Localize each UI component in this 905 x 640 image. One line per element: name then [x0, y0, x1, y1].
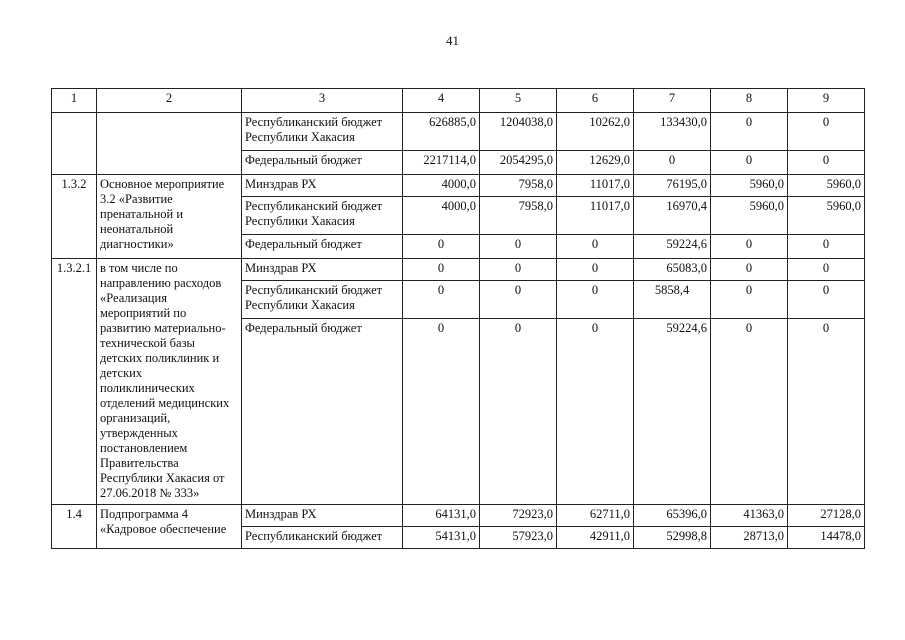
value-cell: 2217114,0	[403, 151, 480, 175]
value-cell: 5858,4	[634, 281, 711, 319]
funding-source: Федеральный бюджет	[242, 319, 403, 505]
table-row	[52, 259, 865, 281]
item-name: в том числе по направлению расходов «Реализация мероприятий по развитию материально-технической базы детских поликлиник и детских поликлинических отделений медицинских организаций, утвержденных постановлением Правительства Республики Хакасия от 27.06.2018 № 333»	[97, 259, 242, 505]
value-cell: 65083,0	[634, 259, 711, 281]
item-code: 1.3.2	[52, 175, 97, 259]
value-cell: 10262,0	[557, 113, 634, 151]
header-row	[52, 89, 865, 113]
value-cell: 12629,0	[557, 151, 634, 175]
value-cell: 42911,0	[557, 527, 634, 549]
item-code	[52, 113, 97, 175]
column-header: 1	[52, 89, 97, 113]
value-cell: 14478,0	[788, 527, 865, 549]
value-cell: 52998,8	[634, 527, 711, 549]
value-cell: 0	[788, 151, 865, 175]
value-cell: 1204038,0	[480, 113, 557, 151]
value-cell: 133430,0	[634, 113, 711, 151]
value-cell: 0	[403, 281, 480, 319]
value-cell: 64131,0	[403, 505, 480, 527]
value-cell: 5960,0	[711, 175, 788, 197]
value-cell: 62711,0	[557, 505, 634, 527]
value-cell: 0	[480, 281, 557, 319]
value-cell: 0	[711, 319, 788, 505]
value-cell: 0	[557, 259, 634, 281]
funding-source: Федеральный бюджет	[242, 151, 403, 175]
value-cell: 65396,0	[634, 505, 711, 527]
item-name: Подпрограмма 4 «Кадровое обеспечение	[97, 505, 242, 549]
column-header: 7	[634, 89, 711, 113]
funding-source: Республиканский бюджет Республики Хакасия	[242, 197, 403, 235]
item-name	[97, 113, 242, 175]
value-cell: 0	[480, 319, 557, 505]
item-code: 1.3.2.1	[52, 259, 97, 505]
column-header: 9	[788, 89, 865, 113]
value-cell: 0	[788, 113, 865, 151]
value-cell: 0	[788, 235, 865, 259]
value-cell: 0	[634, 151, 711, 175]
funding-source: Федеральный бюджет	[242, 235, 403, 259]
value-cell: 0	[557, 281, 634, 319]
value-cell: 0	[788, 319, 865, 505]
column-header: 6	[557, 89, 634, 113]
value-cell: 7958,0	[480, 197, 557, 235]
page-number: 41	[446, 33, 459, 48]
value-cell: 4000,0	[403, 197, 480, 235]
value-cell: 0	[711, 281, 788, 319]
funding-source: Республиканский бюджет Республики Хакасия	[242, 281, 403, 319]
value-cell: 0	[788, 281, 865, 319]
value-cell: 0	[557, 319, 634, 505]
value-cell: 2054295,0	[480, 151, 557, 175]
table-row	[52, 113, 865, 151]
value-cell: 11017,0	[557, 175, 634, 197]
funding-source: Республиканский бюджет	[242, 527, 403, 549]
value-cell: 28713,0	[711, 527, 788, 549]
column-header: 5	[480, 89, 557, 113]
table-row	[52, 175, 865, 197]
value-cell: 0	[557, 235, 634, 259]
value-cell: 5960,0	[788, 197, 865, 235]
value-cell: 0	[480, 259, 557, 281]
value-cell: 0	[711, 235, 788, 259]
value-cell: 0	[480, 235, 557, 259]
funding-source: Минздрав РХ	[242, 175, 403, 197]
value-cell: 7958,0	[480, 175, 557, 197]
value-cell: 0	[711, 151, 788, 175]
value-cell: 0	[403, 319, 480, 505]
column-header: 3	[242, 89, 403, 113]
column-header: 2	[97, 89, 242, 113]
item-code: 1.4	[52, 505, 97, 549]
table-row	[52, 505, 865, 527]
value-cell: 0	[403, 259, 480, 281]
budget-table	[51, 88, 865, 549]
value-cell: 57923,0	[480, 527, 557, 549]
value-cell: 41363,0	[711, 505, 788, 527]
value-cell: 4000,0	[403, 175, 480, 197]
value-cell: 11017,0	[557, 197, 634, 235]
value-cell: 16970,4	[634, 197, 711, 235]
item-name: Основное мероприятие 3.2 «Развитие пренатальной и неонатальной диагностики»	[97, 175, 242, 259]
value-cell: 0	[788, 259, 865, 281]
value-cell: 76195,0	[634, 175, 711, 197]
value-cell: 0	[403, 235, 480, 259]
value-cell: 59224,6	[634, 319, 711, 505]
value-cell: 27128,0	[788, 505, 865, 527]
value-cell: 5960,0	[711, 197, 788, 235]
value-cell: 626885,0	[403, 113, 480, 151]
column-header: 8	[711, 89, 788, 113]
funding-source: Республиканский бюджет Республики Хакасия	[242, 113, 403, 151]
column-header: 4	[403, 89, 480, 113]
value-cell: 59224,6	[634, 235, 711, 259]
value-cell: 54131,0	[403, 527, 480, 549]
funding-source: Минздрав РХ	[242, 505, 403, 527]
funding-source: Минздрав РХ	[242, 259, 403, 281]
value-cell: 0	[711, 259, 788, 281]
value-cell: 72923,0	[480, 505, 557, 527]
value-cell: 5960,0	[788, 175, 865, 197]
value-cell: 0	[711, 113, 788, 151]
